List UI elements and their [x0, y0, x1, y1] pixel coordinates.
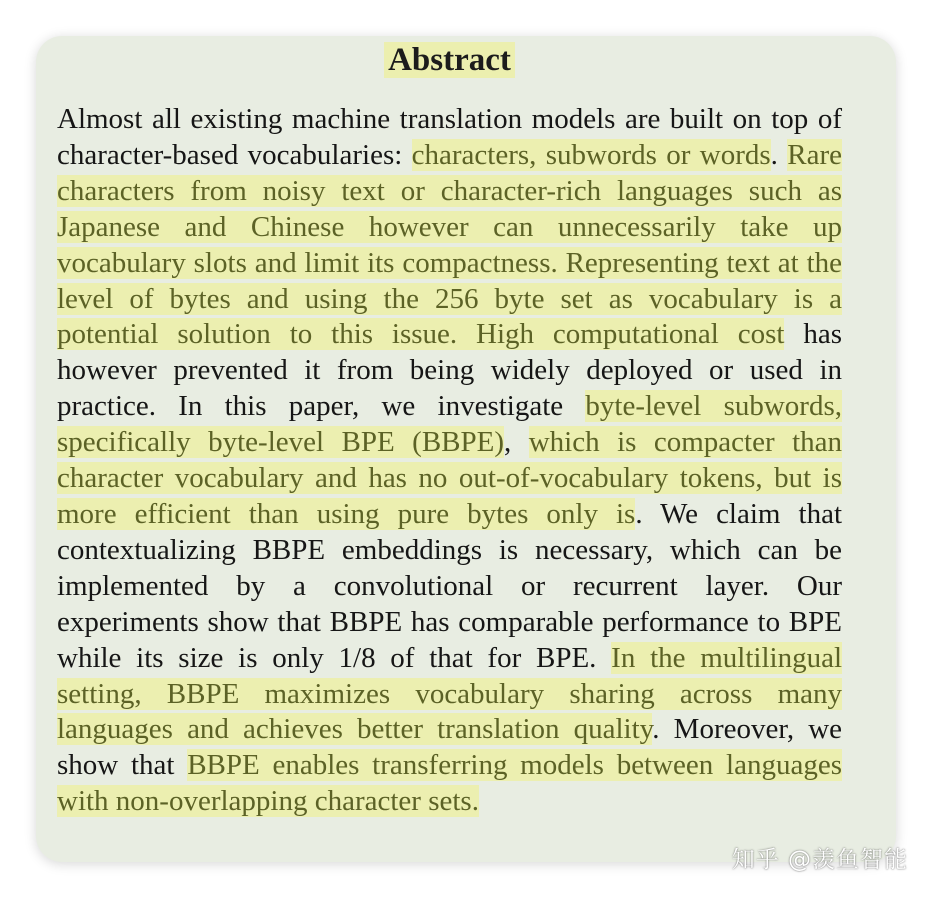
highlighted-text: BBPE enables transferring models between languages with non-overlapping character sets.	[57, 749, 842, 818]
abstract-body	[57, 102, 842, 820]
abstract-title-text: Abstract	[384, 42, 515, 78]
abstract-text: . Moreover, we show that	[57, 713, 843, 782]
abstract-text: Almost all existing machine translation models are built on top of character-based vocabularies:	[57, 103, 842, 171]
abstract-card	[36, 36, 896, 862]
abstract-text: . We claim that contextualizing BBPE embeddings is necessary, which can be implemented by a convolutional or recurrent layer. Our experiments show that BBPE has comparable performance to BPE while its size is only 1/8 of that for BPE.	[57, 497, 842, 674]
highlighted-text: characters, subwords or words	[411, 138, 771, 171]
highlighted-text: byte-level subwords, specifically byte-level BPE (BBPE)	[57, 390, 842, 459]
highlighted-text: which is compacter than character vocabulary and has no out-of-vocabulary tokens, but is more efficient than using pure bytes only is	[57, 426, 843, 530]
highlighted-text: In the multilingual setting, BBPE maximizes vocabulary sharing across many languages and achieves better translation quality	[57, 641, 843, 746]
highlighted-text: Rare characters from noisy text or character-rich languages such as Japanese and Chinese however can unnecessarily take up vocabulary slots and limit its compactness. Representing text at the level of bytes and using the 256 byte set as vocabulary is a potential solution to this issue. High computational cost	[57, 138, 843, 351]
abstract-text: has however prevented it from being widely deployed or used in practice. In this paper, we investigate	[57, 318, 842, 423]
abstract-title	[57, 36, 842, 80]
watermark: 知乎 @羡鱼智能	[731, 847, 908, 873]
abstract-text: .	[770, 138, 788, 171]
abstract-text: ,	[504, 426, 529, 459]
